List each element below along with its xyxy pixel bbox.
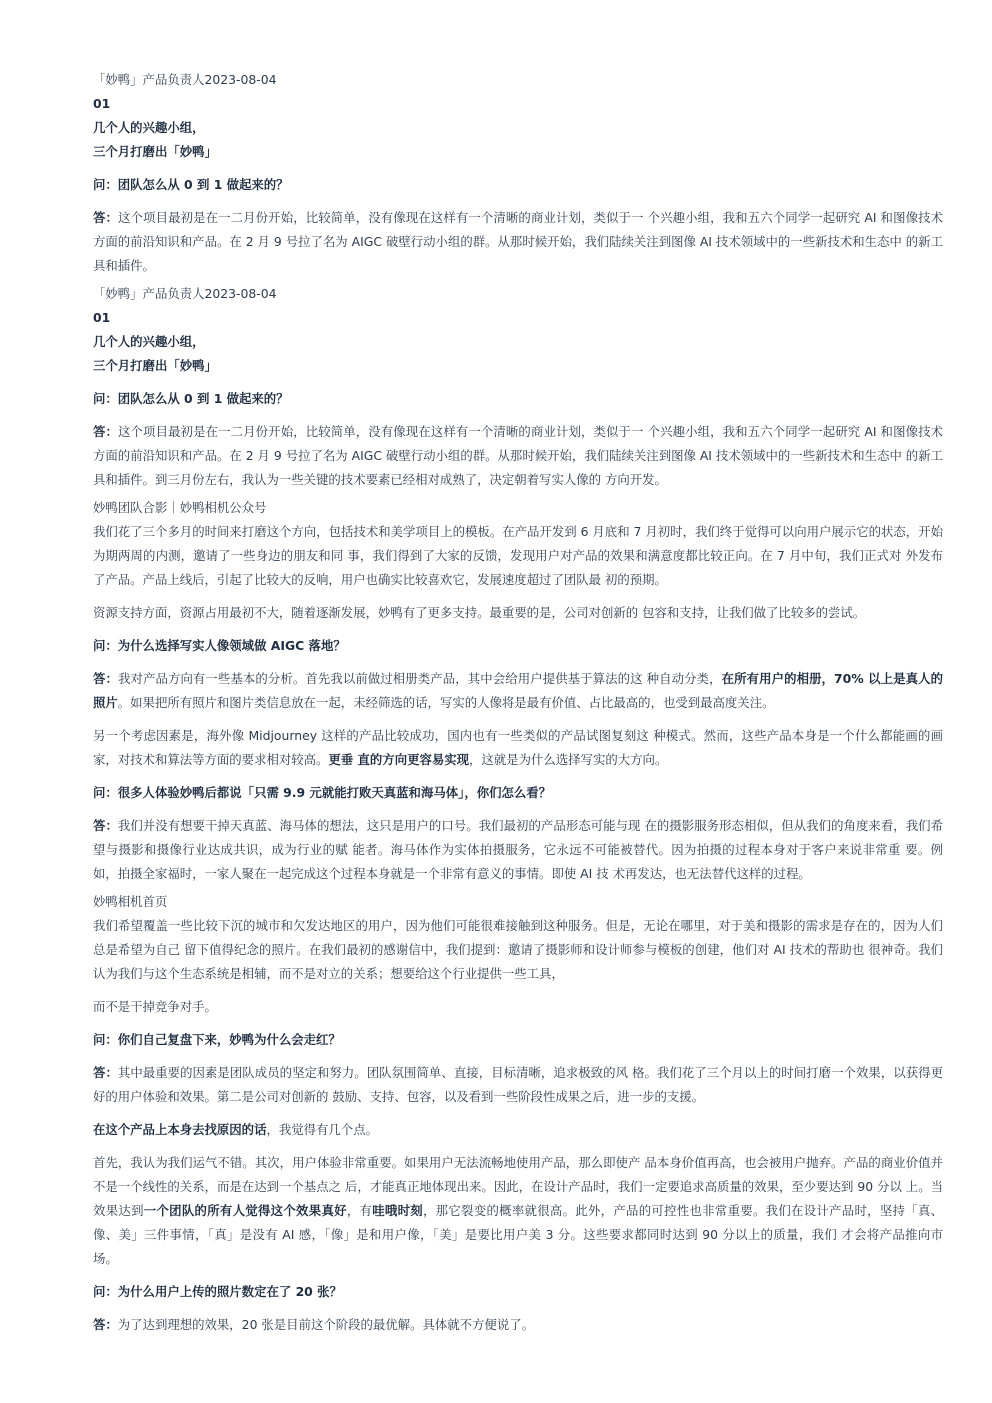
question-heading: 问：很多人体验妙鸭后都说「只需 9.9 元就能打败天真蓝和海马体」，你们怎么看？ bbox=[93, 785, 552, 800]
answer-text: 其中最重要的因素是团队成员的坚定和努力。团队氛围简单、直接，目标清晰，追求极致的风 格。我们花了三个月以上的时间打磨一个效果，以获得更好的用户体验和效果。第二是公司对创新的 鼓励、支持、包容，以及看到一些阶段性成果之后，进一步的支援。 bbox=[93, 1065, 943, 1104]
section-number: 01 bbox=[93, 96, 111, 111]
section-number: 01 bbox=[93, 310, 111, 325]
body-paragraph bbox=[93, 1118, 943, 1142]
body-paragraph: 我们花了三个多月的时间来打磨这个方向，包括技术和美学项目上的模板。在产品开发到 6 月底和 7 月初时，我们终于觉得可以向用户展示它的状态，开始为期两周的内测，邀请了一些身边的朋友和同 事，我们得到了大家的反馈，发现用户对产品的效果和满意度都比较正向。在 7 月中旬，我们正式对 外发布了产品。产品上线后，引起了比较大的反响，用户也确实比较喜欢它，发展速度超过了团队最 初的预期。 bbox=[93, 524, 943, 587]
body-paragraph: 而不是干掉竞争对手。 bbox=[93, 999, 217, 1014]
section-title-line-1: 几个人的兴趣小组， bbox=[93, 120, 205, 135]
body-text: 首先，我认为我们运气不错。其次，用户体验非常重要。如果用户无法流畅地使用产品，那么即使产 品本身价值再高，也会被用户抛弃。产品的商业价值并不是一个线性的关系，而是在达到一个基点之 后，才能真正地体现出来。因此，在设计产品时，我们一定要追求高质量的效果，至少要达到 90 分以 上。当效果达到 bbox=[93, 1155, 943, 1218]
question-heading: 问：团队怎么从 0 到 1 做起来的？ bbox=[93, 391, 289, 406]
answer-paragraph bbox=[93, 206, 943, 278]
answer-paragraph bbox=[93, 1061, 943, 1109]
answer-text: 。如果把所有照片和图片类信息放在一起，未经筛选的话，写实的人像将是最有价值、占比最高的，也受到最高度关注。 bbox=[117, 695, 775, 710]
body-text: ，那它裂变的概率就很高。此外，产品的可控性也非常重要。我们在设计产品时，坚持「真、像、美」三件事情，「真」是没有 AI 感，「像」是和用户像，「美」是要比用户美 3 分。这些要求都同时达到 90 分以上的质量，我们 才会将产品推向市场。 bbox=[93, 1203, 944, 1266]
question-heading: 问：团队怎么从 0 到 1 做起来的？ bbox=[93, 177, 289, 192]
answer-paragraph bbox=[93, 667, 943, 715]
highlight-text: 更垂 直的方向更容易实现 bbox=[328, 752, 470, 767]
answer-label: 答： bbox=[93, 424, 119, 439]
answer-label: 答： bbox=[93, 671, 118, 686]
article-header: 「妙鸭」产品负责人2023-08-04 bbox=[93, 72, 277, 87]
answer-paragraph bbox=[93, 1313, 943, 1337]
answer-label: 答： bbox=[93, 1065, 118, 1080]
question-heading: 问：为什么选择写实人像领域做 AIGC 落地？ bbox=[93, 638, 346, 653]
question-heading: 问：你们自己复盘下来，妙鸭为什么会走红？ bbox=[93, 1032, 341, 1047]
question-heading: 问：为什么用户上传的照片数定在了 20 张？ bbox=[93, 1284, 342, 1299]
answer-text: 这个项目最初是在一二月份开始，比较简单，没有像现在这样有一个清晰的商业计划，类似于一 个兴趣小组，我和五六个同学一起研究 AI 和图像技术方面的前沿知识和产品。在 2 月 9 号拉了名为 AIGC 破壁行动小组的群。从那时候开始，我们陆续关注到图像 AI 技术领域中的一些新技术和生态中 的新工具和插件。 bbox=[93, 210, 943, 273]
body-text: 另一个考虑因素是，海外像 Midjourney 这样的产品比较成功，国内也有一些类似的产品试图复刻这 种模式。然而，这些产品本身是一个什么都能画的画家，对技术和算法等方面的要求相对较高。 bbox=[93, 728, 943, 767]
highlight-text: 在所有用户的相册，70% 以上是真人的照片 bbox=[93, 671, 943, 710]
image-caption: 妙鸭团队合影｜妙鸭相机公众号 bbox=[93, 500, 267, 515]
body-text: ，我觉得有几个点。 bbox=[266, 1122, 378, 1137]
highlight-text: 一个团队的所有人觉得这个效果真好 bbox=[143, 1203, 347, 1218]
answer-label: 答： bbox=[93, 210, 119, 225]
body-text: ，有 bbox=[346, 1203, 373, 1218]
body-paragraph: 我们希望覆盖一些比较下沉的城市和欠发达地区的用户，因为他们可能很难接触到这种服务。但是，无论在哪里，对于美和摄影的需求是存在的，因为人们总是希望为自己 留下值得纪念的照片。在我们最初的感谢信中，我们提到：邀请了摄影师和设计师参与模板的创建，他们对 AI 技术的帮助也 很神奇。我们认为我们与这个生态系统是相辅，而不是对立的关系；想要给这个行业提供一些工具， bbox=[93, 918, 943, 981]
section-title-line-2: 三个月打磨出「妙鸭」 bbox=[93, 144, 217, 159]
body-paragraph bbox=[93, 724, 943, 772]
body-paragraph: 资源支持方面，资源占用最初不大，随着逐渐发展，妙鸭有了更多支持。最重要的是，公司对创新的 包容和支持，让我们做了比较多的尝试。 bbox=[93, 605, 866, 620]
answer-paragraph bbox=[93, 814, 943, 886]
highlight-text: 哇哦时刻 bbox=[372, 1203, 423, 1218]
answer-paragraph bbox=[93, 420, 943, 492]
answer-label: 答： bbox=[93, 818, 118, 833]
answer-text: 为了达到理想的效果，20 张是目前这个阶段的最优解。具体就不方便说了。 bbox=[117, 1317, 534, 1332]
answer-text: 我们并没有想要干掉天真蓝、海马体的想法，这只是用户的口号。我们最初的产品形态可能与现 在的摄影服务形态相似，但从我们的角度来看，我们希望与摄影和摄像行业达成共识，成为行业的赋 能者。海马体作为实体拍摄服务，它永远不可能被替代。因为拍摄的过程本身对于客户来说非常重 要。例如，拍摄全家福时，一家人聚在一起完成这个过程本身就是一个非常有意义的事情。即使 AI 技 术再发达，也无法替代这样的过程。 bbox=[93, 818, 943, 881]
image-caption: 妙鸭相机首页 bbox=[93, 894, 168, 909]
section-title-line-1: 几个人的兴趣小组， bbox=[93, 334, 205, 349]
body-text: ，这就是为什么选择写实的大方向。 bbox=[469, 752, 668, 767]
section-title-line-2: 三个月打磨出「妙鸭」 bbox=[93, 358, 217, 373]
answer-text: 这个项目最初是在一二月份开始，比较简单，没有像现在这样有一个清晰的商业计划，类似于一 个兴趣小组，我和五六个同学一起研究 AI 和图像技术方面的前沿知识和产品。在 2 月 9 号拉了名为 AIGC 破壁行动小组的群。从那时候开始，我们陆续关注到图像 AI 技术领域中的一些新技术和生态中 的新工具和插件。到三月份左右，我认为一些关键的技术要素已经相对成熟了，决定朝着写实人像的 方向开发。 bbox=[93, 424, 943, 487]
answer-label: 答： bbox=[93, 1317, 118, 1332]
answer-text: 我对产品方向有一些基本的分析。首先我以前做过相册类产品，其中会给用户提供基于算法的这 种自动分类， bbox=[117, 671, 722, 686]
body-paragraph bbox=[93, 1151, 943, 1271]
highlight-text: 在这个产品上本身去找原因的话 bbox=[93, 1122, 267, 1137]
article-header: 「妙鸭」产品负责人2023-08-04 bbox=[93, 286, 277, 301]
article bbox=[93, 68, 943, 1337]
